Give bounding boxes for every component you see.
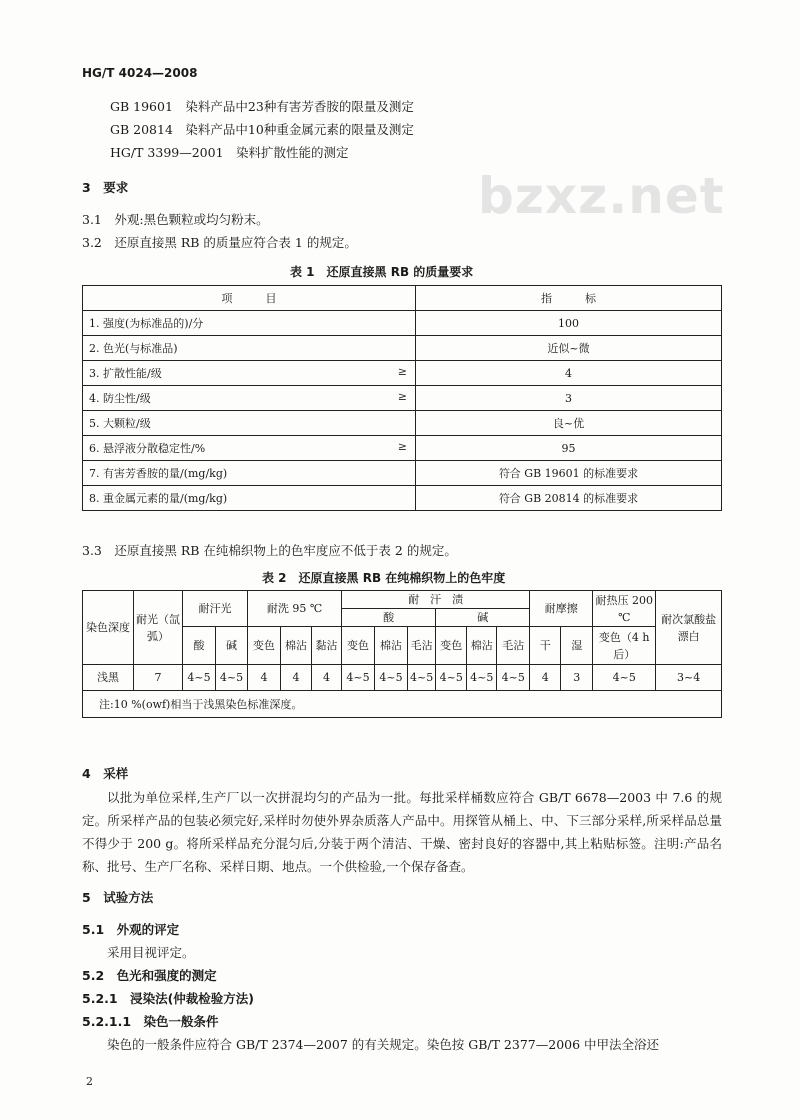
t1-item-label: 4. 防尘性/级 [89, 392, 151, 405]
t1-item-label: 5. 大颗粒/级 [89, 417, 151, 430]
table-row [83, 436, 722, 461]
t2-h-sweat: 耐 汗 渍 [342, 591, 530, 609]
t2-cell: 4~5 [375, 665, 408, 691]
section-4: 4 采样 [82, 766, 129, 781]
t1-value: 100 [416, 311, 722, 336]
t2-cell: 4~5 [593, 665, 656, 691]
t2-cell: 4~5 [216, 665, 248, 691]
t1-item [83, 361, 416, 386]
t2-h-s-alk: 碱 [436, 609, 530, 627]
t2-h-wool: 毛沾 [408, 627, 436, 665]
t2-h-s-acid: 酸 [342, 609, 436, 627]
t1-value: 4 [416, 361, 722, 386]
t2-h-depth: 染色深度 [83, 591, 134, 665]
t1-ge-sign: ≥ [397, 365, 407, 378]
clause-5-2: 5.2 色光和强度的测定 [82, 968, 217, 983]
ref-1: GB 19601 染料产品中23种有害芳香胺的限量及测定 [110, 99, 414, 114]
t2-cell: 4~5 [467, 665, 497, 691]
clause-3-3: 3.3 还原直接黑 RB 在纯棉织物上的色牢度应不低于表 2 的规定。 [82, 543, 457, 558]
t1-value: 良~优 [416, 411, 722, 436]
t2-h-sweat-light: 耐汗光 [183, 591, 248, 627]
table1-caption: 表 1 还原直接黑 RB 的质量要求 [290, 265, 474, 279]
t2-h-acid: 酸 [183, 627, 216, 665]
t1-value: 95 [416, 436, 722, 461]
t2-cell: 4~5 [408, 665, 436, 691]
section-5: 5 试验方法 [82, 890, 154, 905]
t1-item-label: 1. 强度(为标准品的)/分 [89, 317, 204, 330]
table-row [83, 386, 722, 411]
watermark: bzxz.net [478, 167, 725, 225]
t2-cell: 4 [312, 665, 342, 691]
table2-caption: 表 2 还原直接黑 RB 在纯棉织物上的色牢度 [262, 571, 506, 585]
t2-h-silk: 黏沾 [312, 627, 342, 665]
t1-item-label: 3. 扩散性能/级 [89, 367, 162, 380]
clause-5-2-1: 5.2.1 浸染法(仲裁检验方法) [82, 991, 255, 1006]
t1-item [83, 461, 416, 486]
table-row [83, 461, 722, 486]
t2-h-change: 变色 [436, 627, 467, 665]
t2-h-cotton: 棉沾 [467, 627, 497, 665]
clause-3-1: 3.1 外观:黑色颗粒或均匀粉末。 [82, 212, 269, 227]
t2-cell: 4 [281, 665, 312, 691]
t2-h-light: 耐光（氙弧） [134, 591, 183, 665]
t1-item [83, 386, 416, 411]
t1-item-label: 7. 有害芳香胺的量/(mg/kg) [89, 467, 228, 480]
t1-item [83, 486, 416, 511]
t1-item-label: 8. 重金属元素的量/(mg/kg) [89, 492, 228, 505]
table-row [83, 411, 722, 436]
clause-3-2: 3.2 还原直接黑 RB 的质量应符合表 1 的规定。 [82, 235, 357, 250]
t1-item [83, 411, 416, 436]
t2-h-rub: 耐摩擦 [530, 591, 593, 627]
t2-cell: 4 [248, 665, 281, 691]
table-row [83, 311, 722, 336]
ref-2: GB 20814 染料产品中10种重金属元素的限量及测定 [110, 122, 414, 137]
t2-cell: 7 [134, 665, 183, 691]
t2-cell: 3~4 [656, 665, 722, 691]
t1-item [83, 336, 416, 361]
t2-h-wool: 毛沾 [497, 627, 530, 665]
clause-5-2-1-1: 5.2.1.1 染色一般条件 [82, 1014, 219, 1029]
t2-h-hot: 耐热压 200 ℃ [593, 591, 656, 627]
t1-value: 符合 GB 19601 的标准要求 [416, 461, 722, 486]
para-4: 以批为单位采样,生产厂以一次拼混均匀的产品为一批。每批采样桶数应符合 GB/T 6678—2003 中 7.6 的规定。所采样产品的包装必须完好,采样时勿使外界杂质落人产品中。用探管从桶上、中、下三部分采样,所采样品总量不得少于 200 g。将所采样品充分混匀后,分装于两个清洁、干燥、密封良好的容器中,其上粘贴标签。注明:产品名称、批号、生产厂名称、采样日期、地点。一个供检验,一个保存备查。 [82, 790, 722, 874]
t1-head-item: 项 目 [83, 286, 416, 311]
t2-cell: 浅黑 [83, 665, 134, 691]
t1-ge-sign: ≥ [397, 390, 407, 403]
t2-cell: 4~5 [436, 665, 467, 691]
t1-value: 3 [416, 386, 722, 411]
t2-cell: 4~5 [497, 665, 530, 691]
t1-value: 符合 GB 20814 的标准要求 [416, 486, 722, 511]
t2-h-change4h: 变色（4 h 后） [593, 627, 656, 665]
header-standard-number: HG/T 4024—2008 [82, 66, 198, 80]
table-1 [82, 285, 722, 511]
t1-item [83, 436, 416, 461]
section-3: 3 要求 [82, 180, 129, 195]
t2-h-cotton: 棉沾 [281, 627, 312, 665]
t2-h-change: 变色 [342, 627, 375, 665]
table-row [83, 336, 722, 361]
t2-h-wash: 耐洗 95 ℃ [248, 591, 342, 627]
t2-cell: 4 [530, 665, 561, 691]
t1-item-label: 6. 悬浮液分散稳定性/% [89, 442, 206, 455]
ref-3: HG/T 3399—2001 染料扩散性能的测定 [110, 145, 349, 160]
t1-value: 近似~微 [416, 336, 722, 361]
t2-h-change: 变色 [248, 627, 281, 665]
body-text-flow [82, 762, 722, 1056]
clause-5-1: 5.1 外观的评定 [82, 922, 180, 937]
table-row [83, 486, 722, 511]
t1-ge-sign: ≥ [397, 440, 407, 453]
para-5-1: 采用目视评定。 [107, 945, 195, 960]
para-5-2-1-1: 染色的一般条件应符合 GB/T 2374—2007 的有关规定。染色按 GB/T 2377—2006 中甲法全浴还 [107, 1037, 660, 1052]
t2-cell: 4~5 [183, 665, 216, 691]
t1-head-value: 指 标 [416, 286, 722, 311]
t1-item [83, 311, 416, 336]
t1-item-label: 2. 色光(与标准品) [89, 342, 178, 355]
table-2 [82, 590, 722, 718]
t2-note: 注:10 %(owf)相当于浅黑染色标准深度。 [83, 691, 722, 718]
t2-h-wet: 湿 [561, 627, 593, 665]
t2-h-hypo: 耐次氯酸盐漂白 [656, 591, 722, 665]
page-number: 2 [86, 1075, 93, 1088]
t2-cell: 4~5 [342, 665, 375, 691]
t2-h-dry: 干 [530, 627, 561, 665]
t2-cell: 3 [561, 665, 593, 691]
t2-h-alkali: 碱 [216, 627, 248, 665]
table-row [83, 361, 722, 386]
t2-h-cotton: 棉沾 [375, 627, 408, 665]
